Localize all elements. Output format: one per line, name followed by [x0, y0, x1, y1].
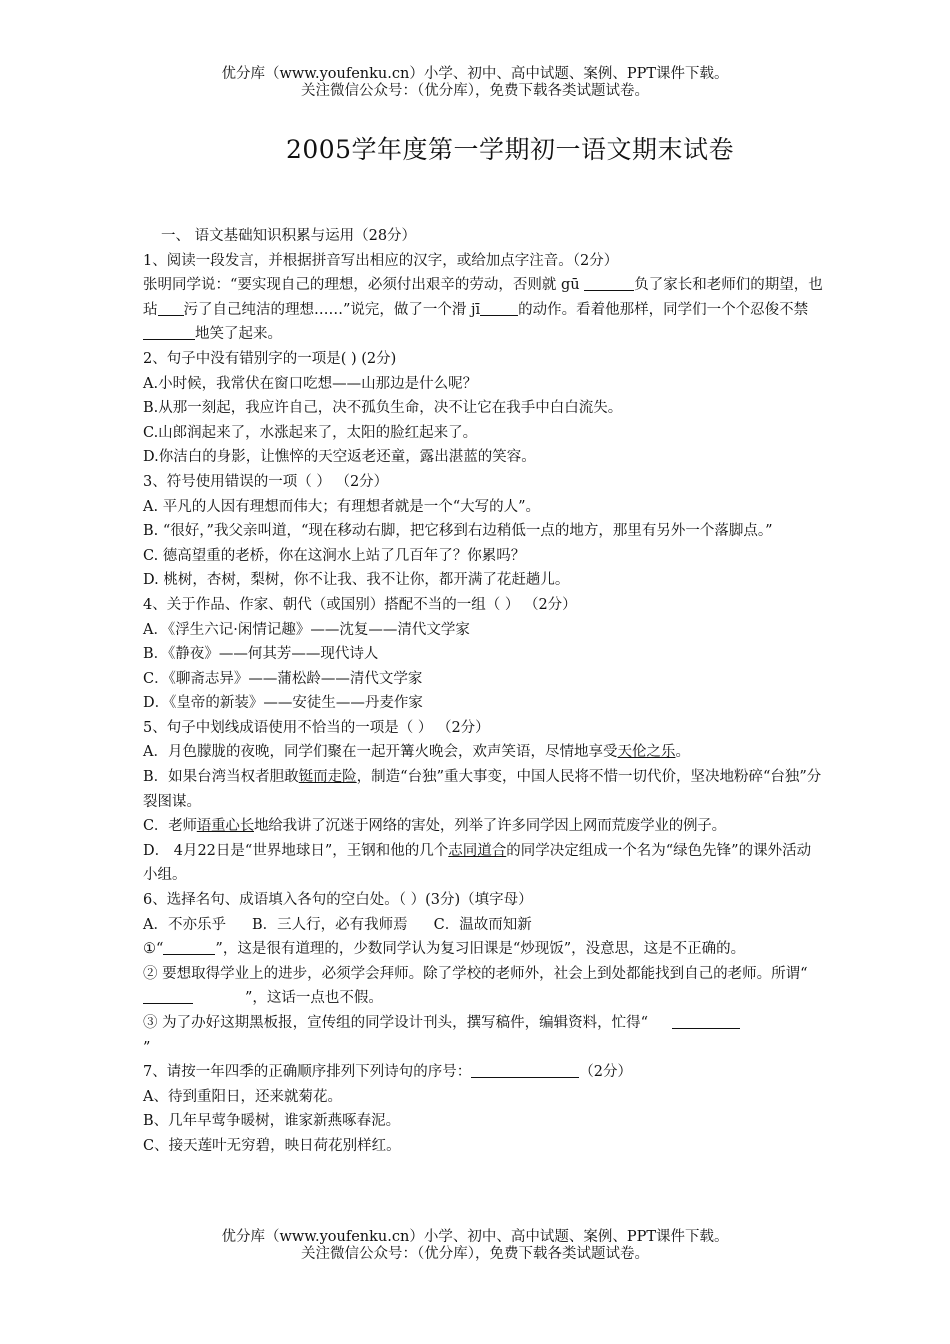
answer-blank[interactable]: [672, 1012, 740, 1029]
question-4-stem: 4、关于作品、作家、朝代（或国别）搭配不当的一组（ ） （2分）: [143, 596, 577, 613]
question-2-stem: 2、句子中没有错别字的一项是( ) (2分): [143, 350, 397, 367]
question-4-option-b: B．《静夜》——何其芳——现代诗人: [143, 646, 379, 663]
page-title: 2005学年度第一学期初一语文期末试卷: [285, 135, 735, 164]
question-7-option-b: B、几年早莺争暖树，谁家新燕啄春泥。: [143, 1113, 401, 1130]
question-6-sentence-1: ①“ ”，这是很有道理的，少数同学认为复习旧课是“炒现饭”，没意思，这是不正确的。: [143, 937, 825, 962]
question-2-option-a: A.小时候，我常伏在窗口吃想——山那边是什么呢？: [143, 375, 478, 392]
underlined-idiom: 铤而走险: [298, 769, 357, 786]
footer-line-2: 关注微信公众号：（优分库），免费下载各类试题试卷。: [301, 1246, 649, 1262]
exam-content: [143, 224, 825, 1159]
question-4-option-d: D．《皇帝的新装》——安徒生——丹麦作家: [143, 695, 423, 712]
question-5-option-a: A．月色朦胧的夜晚，同学们聚在一起开篝火晚会，欢声笑语，尽情地享受天伦之乐。: [143, 744, 690, 761]
question-6-stem: 6、选择名句、成语填入各句的空白处。（ ）(3分)（填字母）: [143, 892, 533, 909]
header-line-2: 关注微信公众号：（优分库），免费下载各类试题试卷。: [301, 83, 649, 99]
footer-line-1: 优分库（www.youfenku.cn）小学、初中、高中试题、案例、PPT课件下载。: [221, 1229, 729, 1245]
question-7-option-a: A、待到重阳日，还来就菊花。: [143, 1088, 342, 1105]
question-6-sentence-2: ② 要想取得学业上的进步，必须学会拜师。除了学校的老师外，社会上到处都能找到自己的老师。所谓“”，这话一点也不假。: [143, 965, 808, 1007]
section-heading: 一、 语文基础知识积累与运用（28分）: [161, 228, 417, 244]
question-6-sentence-3: ③ 为了办好这期黑板报，宣传组的同学设计刊头，撰写稿件，编辑资料，忙得“ ”: [143, 1011, 825, 1060]
question-5-option-c: C．老师语重心长地给我讲了沉迷于网络的害处，列举了许多同学因上网而荒废学业的例子。: [143, 818, 726, 835]
question-2-option-b: B.从那一刻起，我应许自己，决不孤负生命，决不让它在我手中白白流失。: [143, 400, 623, 417]
question-6-option-c: C．温故而知新: [433, 916, 532, 933]
question-6-option-b: B．三人行，必有我师焉: [251, 916, 408, 933]
underlined-idiom: 天伦之乐: [617, 744, 676, 761]
question-3-option-b: B. “很好，”我父亲叫道，“现在移动右脚，把它移到右边稍低一点的地方，那里有另外一个落脚点。”: [143, 523, 773, 540]
question-4-option-a: A．《浮生六记·闲情记趣》——沈复——清代文学家: [143, 621, 470, 638]
header-line-1: 优分库（www.youfenku.cn）小学、初中、高中试题、案例、PPT课件下载。: [221, 66, 729, 82]
page-footer: [0, 1229, 950, 1263]
question-3-option-d: D. 桃树，杏树，梨树，你不让我、我不让你，都开满了花赶趟儿。: [143, 572, 570, 589]
question-1-passage: 张明同学说：“要实现自己的理想，必须付出艰辛的劳动，否则就 gū 负了家长和老师们的期望，也玷 污了自己纯洁的理想……”说完，做了一个滑 jī 的动作。看着他那样，同学们一个个忍俊不禁地笑了起来。: [143, 273, 825, 347]
question-1-stem: 1、阅读一段发言，并根据拼音写出相应的汉字，或给加点字注音。（2分）: [143, 252, 619, 269]
question-5-option-b: B．如果台湾当权者胆敢铤而走险，制造“台独”重大事变，中国人民将不惜一切代价，坚决地粉碎“台独”分裂图谋。: [143, 769, 822, 810]
question-3-stem: 3、符号使用错误的一项（ ） （2分）: [143, 473, 389, 490]
answer-blank[interactable]: [480, 299, 518, 316]
answer-blank[interactable]: [143, 323, 195, 340]
underlined-idiom: 语重心长: [196, 818, 254, 835]
underlined-idiom: 志同道合: [448, 842, 507, 859]
question-3-option-a: A. 平凡的人因有理想而伟大；有理想者就是一个“大写的人”。: [143, 498, 541, 515]
question-2-option-c: C.山郎润起来了，水涨起来了，太阳的脸红起来了。: [143, 424, 478, 441]
answer-blank[interactable]: [471, 1061, 579, 1078]
question-2-option-d: D.你洁白的身影，让憔悴的天空返老还童，露出湛蓝的笑容。: [143, 449, 536, 466]
answer-blank[interactable]: [163, 938, 215, 955]
question-6-options: [143, 913, 825, 938]
question-6-option-a: A．不亦乐乎: [143, 916, 226, 933]
question-5-option-d: D． 4月22日是“世界地球日”，王钢和他的几个志同道合的同学决定组成一个名为“绿色先锋”的课外活动小组。: [143, 842, 812, 884]
answer-blank[interactable]: [143, 987, 193, 1004]
question-4-option-c: C．《聊斋志异》——蒲松龄——清代文学家: [143, 670, 423, 687]
answer-blank[interactable]: [158, 299, 184, 316]
question-3-option-c: C. 德高望重的老桥，你在这涧水上站了几百年了？你累吗？: [143, 547, 526, 564]
question-5-stem: 5、句子中划线成语使用不恰当的一项是（ ） （2分）: [143, 719, 490, 736]
page-header: [0, 66, 950, 100]
question-7-option-c: C、接天莲叶无穷碧，映日荷花别样红。: [143, 1137, 401, 1154]
answer-blank[interactable]: [584, 274, 634, 291]
question-7-stem: 7、请按一年四季的正确顺序排列下列诗句的序号： （2分）: [143, 1060, 825, 1085]
